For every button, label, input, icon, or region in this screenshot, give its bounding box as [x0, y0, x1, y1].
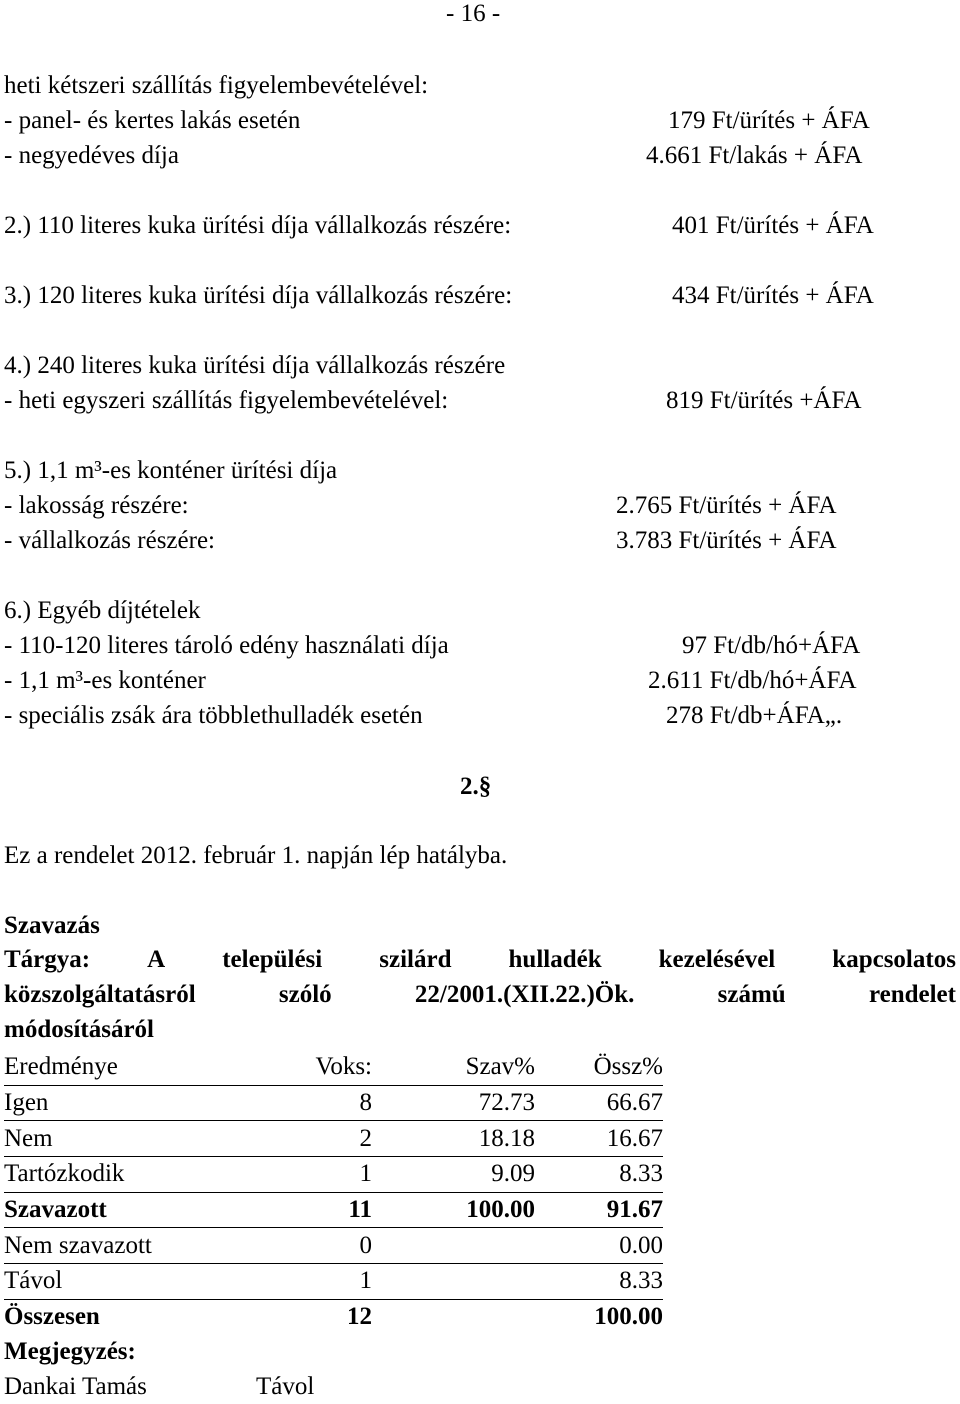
row-ossz: 8.33 — [535, 1264, 663, 1300]
vote-title: Szavazás — [4, 912, 100, 939]
note-label: Megjegyzés: — [4, 1337, 136, 1365]
row-ossz: 100.00 — [594, 1303, 663, 1331]
item3-label: 3.) 120 literes kuka ürítési díja vállalkozás részére: — [4, 282, 513, 309]
row-ossz: 0.00 — [535, 1228, 663, 1264]
item6-value: 97 Ft/db/hó+ÁFA — [682, 632, 861, 659]
table-header: Szav% — [372, 1050, 535, 1085]
subject-word: Tárgya: — [4, 946, 91, 973]
subject-word: szóló — [278, 981, 332, 1008]
row-label: Szavazott — [4, 1192, 214, 1228]
table-row — [4, 1121, 663, 1157]
note-label-row — [4, 1335, 663, 1370]
item4-label: - heti egyszeri szállítás figyelembevételével: — [4, 387, 449, 414]
item4-value: 819 Ft/ürítés +ÁFA — [666, 387, 862, 414]
table-header-row — [4, 1050, 663, 1085]
item4-heading: 4.) 240 literes kuka ürítési díja vállalkozás részére — [4, 352, 506, 379]
row-label: Nem — [4, 1121, 214, 1157]
subject-word: rendelet — [868, 981, 956, 1008]
section-mark: 2.§ — [460, 773, 492, 800]
row-label: Távol — [4, 1264, 214, 1300]
item5-label: - lakosság részére: — [4, 492, 189, 519]
row-ossz: 16.67 — [535, 1121, 663, 1157]
subject-word: kezelésével — [658, 946, 776, 973]
row-ossz: 91.67 — [535, 1192, 663, 1228]
fee-label: - panel- és kertes lakás esetén — [4, 107, 301, 134]
subject-word: hulladék — [508, 946, 602, 973]
row-szav — [372, 1228, 535, 1264]
section1-heading: heti kétszeri szállítás figyelembevételével: — [4, 72, 429, 99]
row-label: Összesen — [4, 1303, 100, 1331]
row-szav: 18.18 — [372, 1121, 535, 1157]
note-name: Dankai Tamás — [4, 1372, 147, 1400]
subject-word: közszolgáltatásról — [4, 981, 196, 1008]
page-number: - 16 - — [446, 0, 501, 27]
vote-subject-line2 — [4, 981, 956, 1009]
item6-label: - 1,1 m³-es konténer — [4, 667, 206, 694]
item5-heading: 5.) 1,1 m³-es konténer ürítési díja — [4, 457, 338, 484]
subject-word: települési — [222, 946, 323, 973]
subject-word: A — [147, 946, 166, 973]
effective-date-text: Ez a rendelet 2012. február 1. napján lép hatályba. — [4, 842, 508, 869]
table-row — [4, 1299, 663, 1334]
row-voks: 8 — [214, 1085, 372, 1121]
item2-label: 2.) 110 literes kuka ürítési díja vállalkozás részére: — [4, 212, 512, 239]
table-row — [4, 1085, 663, 1121]
item5-label: - vállalkozás részére: — [4, 527, 215, 554]
row-ossz: 8.33 — [535, 1157, 663, 1193]
row-szav: 100.00 — [372, 1192, 535, 1228]
table-row — [4, 1264, 663, 1300]
row-voks: 2 — [214, 1121, 372, 1157]
item2-value: 401 Ft/ürítés + ÁFA — [672, 212, 874, 239]
item6-label: - 110-120 literes tároló edény használati díja — [4, 632, 449, 659]
item6-label: - speciális zsák ára többlethulladék esetén — [4, 702, 423, 729]
item6-value: 278 Ft/db+ÁFA„. — [666, 702, 843, 729]
subject-word: 22/2001.(XII.22.)Ök. — [414, 981, 635, 1008]
row-voks: 1 — [214, 1264, 372, 1300]
item6-value: 2.611 Ft/db/hó+ÁFA — [648, 667, 857, 694]
row-ossz: 66.67 — [535, 1085, 663, 1121]
row-voks: 1 — [214, 1157, 372, 1193]
subject-word: szilárd — [379, 946, 452, 973]
row-label: Igen — [4, 1085, 214, 1121]
fee-label: - negyedéves díja — [4, 142, 179, 169]
table-header: Össz% — [535, 1050, 663, 1085]
row-label: Tartózkodik — [4, 1157, 214, 1193]
subject-word: kapcsolatos — [832, 946, 956, 973]
vote-subject-line1 — [4, 946, 956, 974]
row-voks: 11 — [214, 1192, 372, 1228]
table-header: Eredménye — [4, 1050, 214, 1085]
table-row — [4, 1157, 663, 1193]
item3-value: 434 Ft/ürítés + ÁFA — [672, 282, 874, 309]
row-label: Nem szavazott — [4, 1228, 214, 1264]
row-szav — [372, 1299, 535, 1334]
subject-word: számú — [717, 981, 786, 1008]
vote-subject-line3: módosításáról — [4, 1016, 154, 1043]
item5-value: 3.783 Ft/ürítés + ÁFA — [616, 527, 837, 554]
table-row — [4, 1192, 663, 1228]
fee-value: 179 Ft/ürítés + ÁFA — [668, 107, 870, 134]
item6-heading: 6.) Egyéb díjtételek — [4, 597, 201, 624]
row-szav: 72.73 — [372, 1085, 535, 1121]
item5-value: 2.765 Ft/ürítés + ÁFA — [616, 492, 837, 519]
table-row — [4, 1228, 663, 1264]
row-voks: 0 — [214, 1228, 372, 1264]
fee-value: 4.661 Ft/lakás + ÁFA — [646, 142, 863, 169]
note-value: Távol — [256, 1372, 315, 1400]
row-voks: 12 — [347, 1303, 372, 1331]
table-header: Voks: — [214, 1050, 372, 1085]
row-szav — [372, 1264, 535, 1300]
row-szav: 9.09 — [372, 1157, 535, 1193]
vote-results-table — [4, 1050, 663, 1404]
